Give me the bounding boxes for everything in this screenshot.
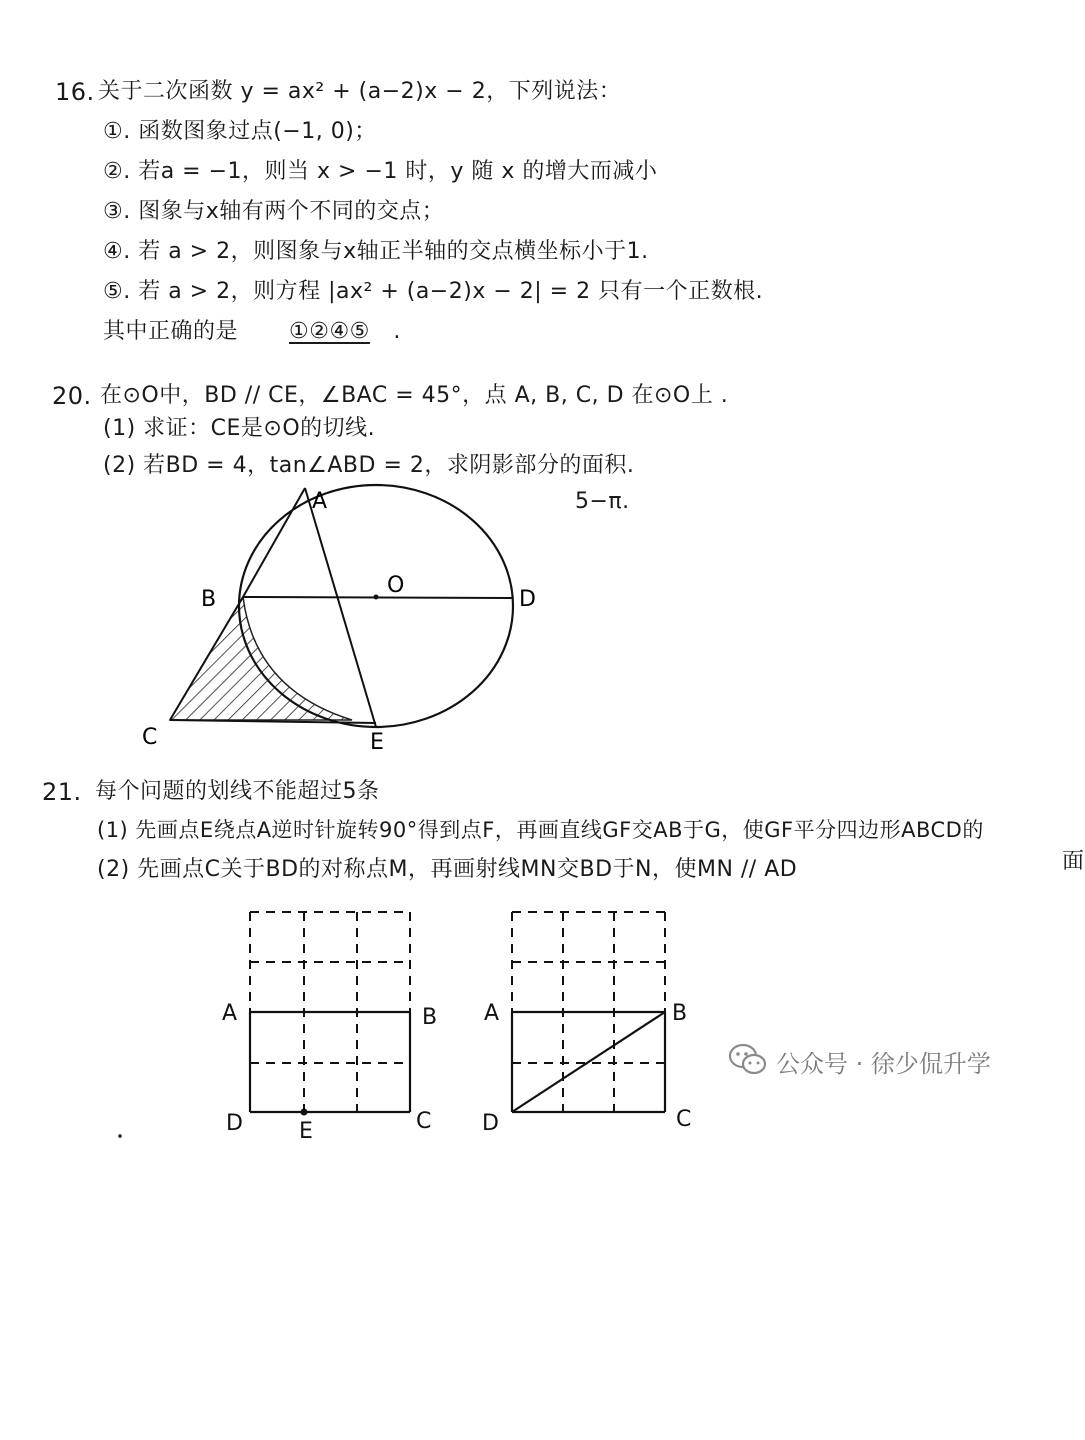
q20-part-1: (1) 求证：CE是⊙O的切线. [103,416,376,441]
grid2-label-b: B [672,1001,688,1026]
q21-grid-figures [0,880,1080,1160]
grid1-label-b: B [422,1005,438,1030]
q20-part-2: (2) 若BD = 4，tan∠ABD = 2，求阴影部分的面积. [103,453,635,478]
q16-item-2: ②. 若a = −1，则当 x > −1 时，y 随 x 的增大而减小 [103,159,658,184]
grid1-label-e: E [299,1119,313,1144]
q21-part-2: (2) 先画点C关于BD的对称点M，再画射线MN交BD于N，使MN // AD [97,857,798,882]
q21-part-1-tail: 面 [1062,849,1085,874]
q20-number: 20. [52,382,92,410]
q20-stem: 在⊙O中，BD // CE，∠BAC = 45°，点 A, B, C, D 在⊙O上 . [100,383,729,408]
q16-answer-prefix: 其中正确的是 [103,319,239,344]
grid1-label-d: D [226,1111,243,1136]
q16-number: 16. [55,78,95,106]
label-o: O [387,573,405,598]
label-b: B [201,587,217,612]
grid2-label-d: D [482,1111,499,1136]
q16-answer-suffix: . [393,319,401,344]
grid1-label-c: C [416,1109,432,1134]
segment-ae [305,488,376,727]
grid2-label-c: C [676,1107,692,1132]
wechat-icon [728,1043,768,1077]
grid-2 [512,912,665,1112]
label-e: E [370,730,384,755]
shaded-region [170,597,352,720]
label-d: D [519,587,536,612]
q16-item-1: ①. 函数图象过点(−1, 0)； [103,119,377,144]
label-c: C [142,725,158,750]
q16-item-4: ④. 若 a > 2，则图象与x轴正半轴的交点横坐标小于1. [103,239,649,264]
segment-ab [243,488,305,597]
q20-answer: 5−π. [575,489,630,514]
stray-dot [118,1134,122,1138]
q16-item-5: ⑤. 若 a > 2，则方程 |ax² + (a−2)x − 2| = 2 只有一个正数根. [103,279,764,304]
q16-stem: 关于二次函数 y = ax² + (a−2)x − 2，下列说法： [98,79,622,104]
label-a: A [312,489,328,514]
watermark-text: 公众号 · 徐少侃升学 [776,1050,991,1078]
grid-1 [250,912,410,1115]
q21-number: 21. [42,778,82,806]
center-point-o [374,595,379,600]
q21-stem: 每个问题的划线不能超过5条 [95,779,380,804]
point-e [301,1109,307,1115]
q16-item-3: ③. 图象与x轴有两个不同的交点； [103,199,445,224]
grid1-label-a: A [222,1001,238,1026]
q21-part-1: (1) 先画点E绕点A逆时针旋转90°得到点F，再画直线GF交AB于G，使GF平分四边形ABCD的 [97,818,984,842]
q16-answer: ①②④⑤ [289,319,370,344]
grid2-label-a: A [484,1001,500,1026]
